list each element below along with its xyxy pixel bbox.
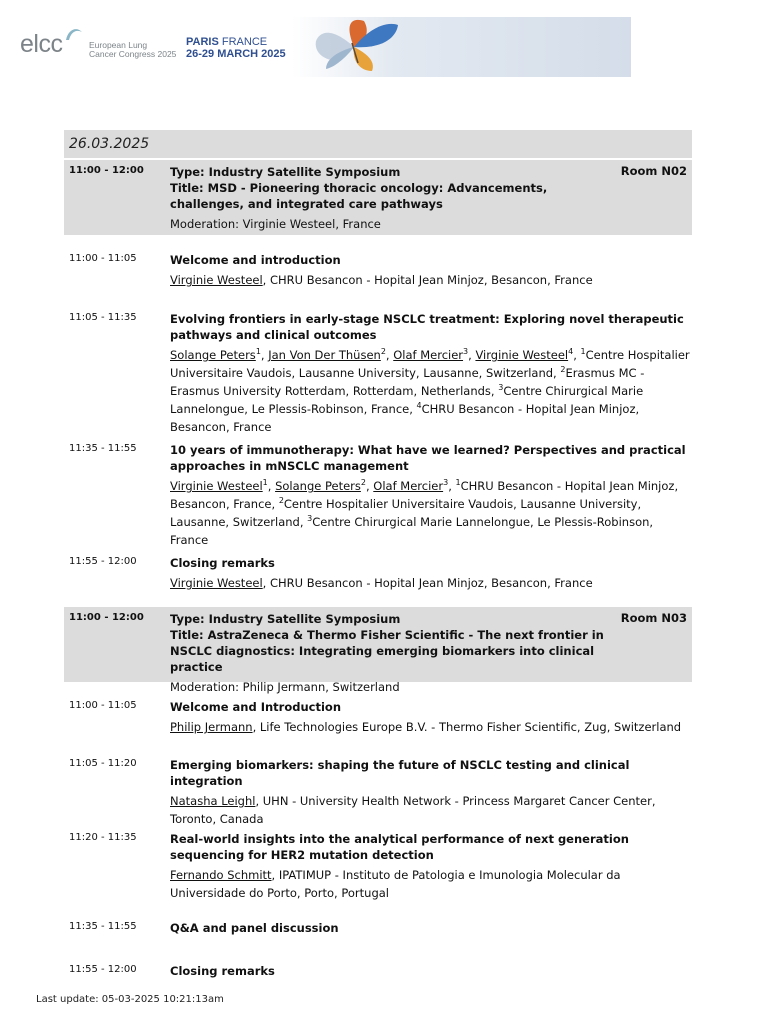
item-time: 11:55 - 12:00	[69, 556, 137, 567]
item-time: 11:05 - 11:20	[69, 758, 137, 769]
congress-line-1: European Lung	[89, 40, 148, 50]
session-time: 11:00 - 12:00	[69, 165, 144, 176]
session-type: Type: Industry Satellite Symposium	[170, 165, 401, 179]
speaker-link[interactable]: Virginie Westeel	[170, 479, 263, 493]
session-type: Type: Industry Satellite Symposium	[170, 612, 401, 626]
speaker-link[interactable]: Olaf Mercier	[373, 479, 444, 493]
speaker-affiliation: , IPATIMUP - Instituto de Patologia e Imunologia Molecular da Universidade do Porto, Porto, Portugal	[170, 868, 621, 900]
item-time: 11:05 - 11:35	[69, 312, 137, 323]
congress-dates: 26-29 MARCH 2025	[186, 48, 286, 60]
speaker-affiliation: , UHN - University Health Network - Princess Margaret Cancer Center, Toronto, Canada	[170, 794, 656, 826]
item-title: Q&A and panel discussion	[170, 921, 339, 935]
speaker-link[interactable]: Jan Von Der Thüsen	[268, 348, 381, 362]
item-title: Closing remarks	[170, 964, 275, 978]
item-title: Evolving frontiers in early-stage NSCLC treatment: Exploring novel therapeutic pathways and clinical outcomes	[170, 312, 684, 342]
session-moderation: Moderation: Philip Jermann, Switzerland	[170, 680, 400, 694]
speaker-link[interactable]: Philip Jermann	[170, 720, 253, 734]
item-time: 11:35 - 11:55	[69, 443, 137, 454]
item-time: 11:00 - 11:05	[69, 700, 137, 711]
logo-swoosh-icon	[64, 26, 84, 46]
speaker-link[interactable]: Fernando Schmitt	[170, 868, 272, 882]
affiliation: Centre Hospitalier Universitaire Vaudois, Lausanne University, Lausanne, Switzerland,	[170, 497, 642, 529]
speaker-link[interactable]: Olaf Mercier	[393, 348, 464, 362]
city-name: PARIS	[186, 36, 219, 48]
speaker-link[interactable]: Virginie Westeel	[475, 348, 569, 362]
item-title: Welcome and Introduction	[170, 700, 342, 714]
speaker-affiliation: , Life Technologies Europe B.V. - Thermo Fisher Scientific, Zug, Switzerland	[252, 720, 682, 734]
day-header	[64, 130, 692, 158]
page-header	[0, 0, 768, 80]
congress-line-2: Cancer Congress 2025	[89, 49, 177, 59]
session-room: Room N03	[620, 611, 687, 625]
speaker-link[interactable]: Virginie Westeel	[170, 576, 263, 590]
affiliation: Centre Chirurgical Marie Lannelongue, Le Plessis-Robinson, France	[170, 515, 654, 547]
session-time: 11:00 - 12:00	[69, 612, 144, 623]
item-title: Closing remarks	[170, 556, 275, 570]
item-title: 10 years of immunotherapy: What have we learned? Perspectives and practical approaches in mNSCLC management	[170, 443, 686, 473]
affiliation: Centre Chirurgical Marie Lannelongue, Le Plessis-Robinson, France,	[170, 384, 644, 416]
affiliation: CHRU Besancon - Hopital Jean Minjoz, Besancon, France,	[170, 479, 679, 511]
city-line	[186, 36, 286, 48]
session-header	[64, 606, 692, 694]
item-title: Real-world insights into the analytical performance of next generation sequencing for HER2 mutation detection	[170, 832, 629, 862]
last-update: Last update: 05-03-2025 10:21:13am	[36, 994, 224, 1005]
butterfly-banner-icon	[292, 17, 631, 77]
logo-text: elcc	[20, 30, 63, 58]
item-time: 11:35 - 11:55	[69, 921, 137, 932]
speaker-affiliation: , CHRU Besancon - Hopital Jean Minjoz, Besancon, France	[262, 576, 593, 590]
item-title: Welcome and introduction	[170, 253, 341, 267]
session-title: Title: MSD - Pioneering thoracic oncology: Advancements, challenges, and integrated care pathways	[170, 181, 548, 211]
item-title: Emerging biomarkers: shaping the future of NSCLC testing and clinical integration	[170, 758, 630, 788]
congress-name	[89, 41, 176, 59]
speaker-link[interactable]: Solange Peters	[275, 479, 361, 493]
affiliation: CHRU Besancon - Hopital Jean Minjoz, Besancon, France	[170, 402, 640, 434]
item-time: 11:00 - 11:05	[69, 253, 137, 264]
session-room: Room N02	[620, 164, 687, 178]
speaker-affiliation: , CHRU Besancon - Hopital Jean Minjoz, Besancon, France	[262, 273, 593, 287]
item-time: 11:20 - 11:35	[69, 832, 137, 843]
speaker-link[interactable]: Natasha Leighl	[170, 794, 256, 808]
speaker-link[interactable]: Solange Peters	[170, 348, 256, 362]
affiliation: Centre Hospitalier Universitaire Vaudois, Lausanne University, Lausanne, Switzerland,	[170, 348, 690, 380]
congress-location	[186, 36, 286, 60]
speaker-link[interactable]: Virginie Westeel	[170, 273, 263, 287]
session-moderation: Moderation: Virginie Westeel, France	[170, 217, 381, 231]
session-header	[64, 159, 692, 235]
elcc-logo	[20, 26, 82, 60]
day-date: 26.03.2025	[69, 136, 150, 152]
session-title: Title: AstraZeneca & Thermo Fisher Scientific - The next frontier in NSCLC diagnostics: Integrating emerging biomarkers into clinical practice	[170, 628, 604, 674]
affiliation: Erasmus MC - Erasmus University Rotterdam, Rotterdam, Netherlands,	[170, 366, 645, 398]
item-time: 11:55 - 12:00	[69, 964, 137, 975]
country-name: FRANCE	[218, 36, 268, 48]
